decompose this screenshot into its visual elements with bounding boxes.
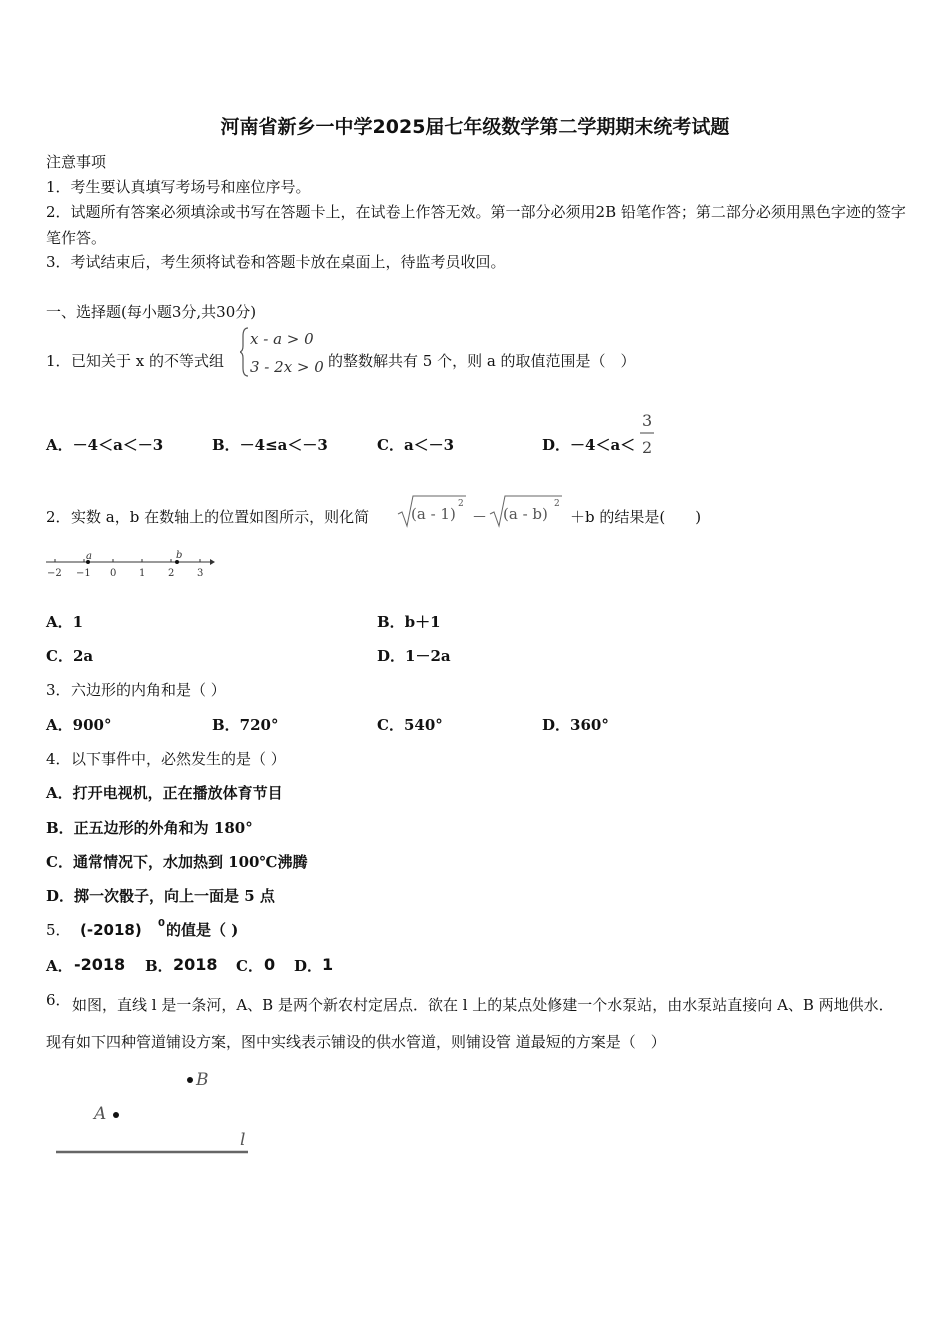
q3-option-d: D．360° — [542, 716, 609, 734]
tick-label: −1 — [76, 568, 91, 579]
section-heading: 一、选择题(每小题3分,共30分) — [46, 303, 257, 321]
q1-option-d-fraction — [638, 408, 658, 458]
q4-option-c: C．通常情况下，水加热到 100℃沸腾 — [46, 853, 308, 871]
q3-number: 3． — [46, 681, 71, 699]
q2-stem-post: ＋b 的结果是( ) — [570, 508, 702, 526]
q2-option-a: A．1 — [46, 613, 84, 631]
notice-item-2: 2．试题所有答案必须填涂或书写在答题卡上，在试卷上作答无效。第一部分必须用2B 铅笔作答；第二部分必须用黑色字迹的签字笔作答。 — [46, 203, 906, 247]
tick-label: 3 — [197, 568, 204, 579]
notice-item-1: 1．考生要认真填写考场号和座位序号。 — [46, 178, 311, 196]
notice-heading: 注意事项 — [46, 153, 107, 171]
q2-option-b: B．b＋1 — [377, 613, 441, 631]
q1-inequality-system — [240, 324, 332, 380]
q5-option-c-label: C． — [236, 957, 263, 975]
q5-option-a-label: A． — [46, 957, 73, 975]
q4-option-d: D．掷一次骰子，向上一面是 5 点 — [46, 887, 275, 905]
q5-option-d-label: D． — [294, 957, 323, 975]
q2-option-d: D．1－2a — [377, 647, 451, 665]
q1-stem-pre: 已知关于 x 的不等式组 — [71, 352, 224, 370]
q2-minus: － — [472, 508, 488, 526]
point-a-label: a — [86, 551, 92, 562]
tick-label: 2 — [168, 568, 175, 579]
q3-option-c: C．540° — [377, 716, 443, 734]
q3-option-b: B．720° — [212, 716, 279, 734]
tick-label: 1 — [139, 568, 146, 579]
q4-stem: 以下事件中，必然发生的是（ ） — [71, 750, 286, 768]
line-l-label: l — [240, 1130, 246, 1150]
fraction-denominator: 2 — [642, 438, 653, 457]
point-a-label: A — [94, 1104, 107, 1124]
q5-option-b-label: B． — [145, 957, 173, 975]
q2-root-1-expr: (a - 1) — [411, 505, 456, 523]
point-a — [113, 1112, 119, 1118]
q2-root-2 — [488, 492, 568, 532]
q1-inequality-2: 3 - 2x > 0 — [250, 358, 324, 376]
q5-exponent: 0 — [158, 918, 165, 929]
q2-root-1 — [396, 492, 470, 532]
brace-icon — [240, 328, 248, 376]
q5-option-b: 2018 — [173, 955, 218, 974]
q2-root-1-exp: 2 — [458, 499, 464, 509]
tick-label: 0 — [110, 568, 117, 579]
q6-stem: 如图，直线 l 是一条河，A、B 是两个新农村定居点．欲在 l 上的某点处修建一个水泵站，由水泵站直接向 A、B 两地供水．现有如下四种管道铺设方案，图中实线表示铺设的供水管道，则铺设管 道最短的方案是（ ） — [46, 996, 894, 1051]
q2-root-2-exp: 2 — [554, 499, 560, 509]
q5-option-d: 1 — [322, 955, 334, 974]
q1-number: 1． — [46, 352, 71, 370]
point-b-label: B — [196, 1070, 209, 1090]
q1-option-a: A．－4＜a＜－3 — [46, 436, 164, 454]
q1-stem-post: 的整数解共有 5 个，则 a 的取值范围是（ ） — [328, 352, 636, 370]
q2-stem-pre: 实数 a，b 在数轴上的位置如图所示，则化简 — [71, 508, 370, 526]
q2-root-2-expr: (a - b) — [503, 505, 548, 523]
q1-option-b: B．－4≤a＜－3 — [212, 436, 328, 454]
q5-option-a: -2018 — [74, 955, 126, 974]
q6-figure — [54, 1066, 254, 1158]
fraction-numerator: 3 — [642, 411, 653, 430]
q1-option-c: C．a＜－3 — [377, 436, 455, 454]
q6-number: 6． — [46, 991, 71, 1009]
q2-number: 2． — [46, 508, 71, 526]
point-b — [187, 1077, 193, 1083]
tick-label: −2 — [47, 568, 62, 579]
q5-expression: (-2018) — [80, 921, 142, 939]
q3-option-a: A．900° — [46, 716, 112, 734]
q1-option-d: D．－4＜a＜ — [542, 436, 636, 454]
q5-number: 5． — [46, 921, 71, 939]
point-b-label: b — [176, 550, 183, 561]
q4-number: 4． — [46, 750, 71, 768]
q4-option-b: B．正五边形的外角和为 180° — [46, 819, 253, 837]
page-title: 河南省新乡一中学2025届七年级数学第二学期期末统考试题 — [220, 116, 730, 138]
q4-option-a: A．打开电视机，正在播放体育节目 — [46, 784, 283, 802]
q3-stem: 六边形的内角和是（ ） — [71, 681, 226, 699]
q5-stem-post: 的值是（ ) — [166, 921, 239, 939]
q5-option-c: 0 — [264, 955, 276, 974]
q2-option-c: C．2a — [46, 647, 94, 665]
notice-item-3: 3．考试结束后，考生须将试卷和答题卡放在桌面上，待监考员收回。 — [46, 253, 506, 271]
q2-number-line — [44, 548, 216, 582]
q1-inequality-1: x - a > 0 — [250, 330, 314, 348]
arrow-icon — [210, 559, 215, 565]
